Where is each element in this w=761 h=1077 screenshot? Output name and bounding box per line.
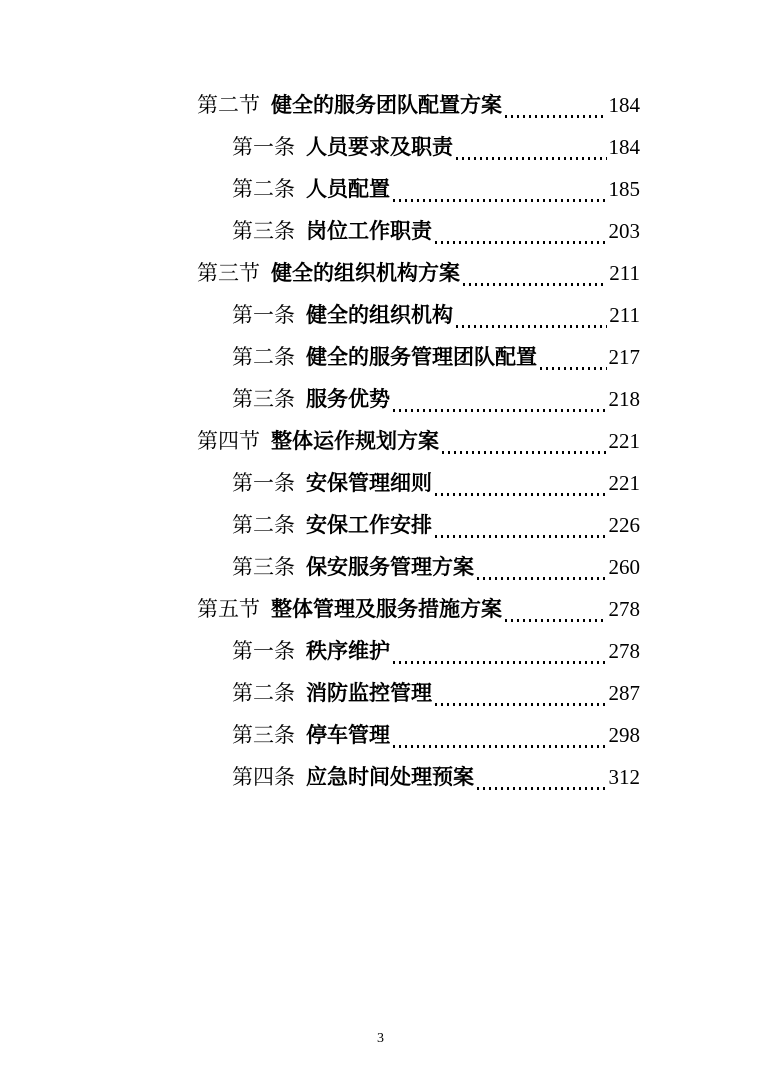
toc-entry-page-number: 184 xyxy=(608,93,640,117)
toc-entry-page-number: 217 xyxy=(608,345,640,369)
toc-leader-dots xyxy=(393,409,607,412)
toc-leader-dots xyxy=(393,745,607,748)
toc-entry-title: 岗位工作职责 xyxy=(306,219,432,243)
toc-leader-dots xyxy=(505,115,607,118)
toc-leader-dots xyxy=(505,619,607,622)
toc-entry-title: 消防监控管理 xyxy=(306,681,432,705)
toc-leader-dots xyxy=(393,199,607,202)
toc-entry-label: 第二条 xyxy=(232,681,295,705)
toc-entry[interactable] xyxy=(197,462,640,504)
toc-entry[interactable] xyxy=(197,714,640,756)
toc-entry-page-number: 185 xyxy=(608,177,640,201)
toc-leader-dots xyxy=(435,493,607,496)
toc-entry-label: 第五节 xyxy=(197,597,260,621)
toc-entry-title: 服务优势 xyxy=(306,387,390,411)
toc-entry[interactable] xyxy=(197,588,640,630)
toc-entry-title: 秩序维护 xyxy=(306,639,390,663)
toc-entry-page-number: 218 xyxy=(608,387,640,411)
toc-entry[interactable] xyxy=(197,630,640,672)
toc-entry-title: 健全的服务管理团队配置 xyxy=(306,345,537,369)
toc-entry-page-number: 203 xyxy=(608,219,640,243)
toc-entry[interactable] xyxy=(197,294,640,336)
toc-entry-label: 第四条 xyxy=(232,765,295,789)
toc-entry-title: 人员配置 xyxy=(306,177,390,201)
toc-leader-dots xyxy=(456,325,607,328)
toc-leader-dots xyxy=(477,787,607,790)
toc-leader-dots xyxy=(477,577,607,580)
toc-entry-label: 第一条 xyxy=(232,639,295,663)
toc-entry[interactable] xyxy=(197,126,640,168)
toc-entry-label: 第三节 xyxy=(197,261,260,285)
toc-leader-dots xyxy=(463,283,607,286)
toc-entry-title: 健全的组织机构 xyxy=(306,303,453,327)
toc-entry[interactable] xyxy=(197,546,640,588)
toc-leader-dots xyxy=(442,451,607,454)
toc-entry-page-number: 298 xyxy=(608,723,640,747)
toc-entry-title: 保安服务管理方案 xyxy=(306,555,474,579)
toc-entry-label: 第二条 xyxy=(232,345,295,369)
toc-entry[interactable] xyxy=(197,504,640,546)
page-number: 3 xyxy=(377,1031,384,1046)
toc-entry-title: 整体运作规划方案 xyxy=(271,429,439,453)
toc-entry-page-number: 211 xyxy=(609,261,640,285)
toc-entry[interactable] xyxy=(197,210,640,252)
toc-entry-title: 健全的服务团队配置方案 xyxy=(271,93,502,117)
toc-entry[interactable] xyxy=(197,84,640,126)
toc-leader-dots xyxy=(456,157,607,160)
toc-entry[interactable] xyxy=(197,420,640,462)
toc-leader-dots xyxy=(435,241,607,244)
toc-entry-page-number: 221 xyxy=(608,471,640,495)
toc-entry-page-number: 278 xyxy=(608,597,640,621)
toc-leader-dots xyxy=(435,703,607,706)
toc-entry-title: 健全的组织机构方案 xyxy=(271,261,460,285)
page-number-footer xyxy=(0,1030,761,1048)
toc-entry-page-number: 184 xyxy=(608,135,640,159)
toc-entry-label: 第三条 xyxy=(232,723,295,747)
toc-leader-dots xyxy=(540,367,607,370)
toc-entry[interactable] xyxy=(197,336,640,378)
toc-entry-page-number: 226 xyxy=(608,513,640,537)
toc-leader-dots xyxy=(435,535,607,538)
toc-entry-label: 第二条 xyxy=(232,177,295,201)
toc-entry-label: 第二节 xyxy=(197,93,260,117)
toc-entry-title: 人员要求及职责 xyxy=(306,135,453,159)
toc-leader-dots xyxy=(393,661,607,664)
toc-entry-title: 停车管理 xyxy=(306,723,390,747)
toc-entry-title: 整体管理及服务措施方案 xyxy=(271,597,502,621)
toc-entry-page-number: 221 xyxy=(608,429,640,453)
toc-entry-label: 第二条 xyxy=(232,513,295,537)
toc-entry-label: 第三条 xyxy=(232,555,295,579)
toc-entry-page-number: 260 xyxy=(608,555,640,579)
table-of-contents xyxy=(197,84,640,798)
toc-entry-page-number: 211 xyxy=(609,303,640,327)
toc-entry-label: 第一条 xyxy=(232,135,295,159)
toc-entry[interactable] xyxy=(197,756,640,798)
toc-entry-title: 安保工作安排 xyxy=(306,513,432,537)
toc-entry[interactable] xyxy=(197,672,640,714)
toc-entry-label: 第一条 xyxy=(232,471,295,495)
toc-entry-label: 第四节 xyxy=(197,429,260,453)
toc-entry-page-number: 312 xyxy=(608,765,640,789)
toc-entry-label: 第一条 xyxy=(232,303,295,327)
toc-entry-page-number: 287 xyxy=(608,681,640,705)
toc-entry-label: 第三条 xyxy=(232,219,295,243)
toc-entry-title: 安保管理细则 xyxy=(306,471,432,495)
toc-entry[interactable] xyxy=(197,252,640,294)
toc-entry-label: 第三条 xyxy=(232,387,295,411)
toc-entry-page-number: 278 xyxy=(608,639,640,663)
toc-entry[interactable] xyxy=(197,378,640,420)
toc-entry-title: 应急时间处理预案 xyxy=(306,765,474,789)
toc-entry[interactable] xyxy=(197,168,640,210)
